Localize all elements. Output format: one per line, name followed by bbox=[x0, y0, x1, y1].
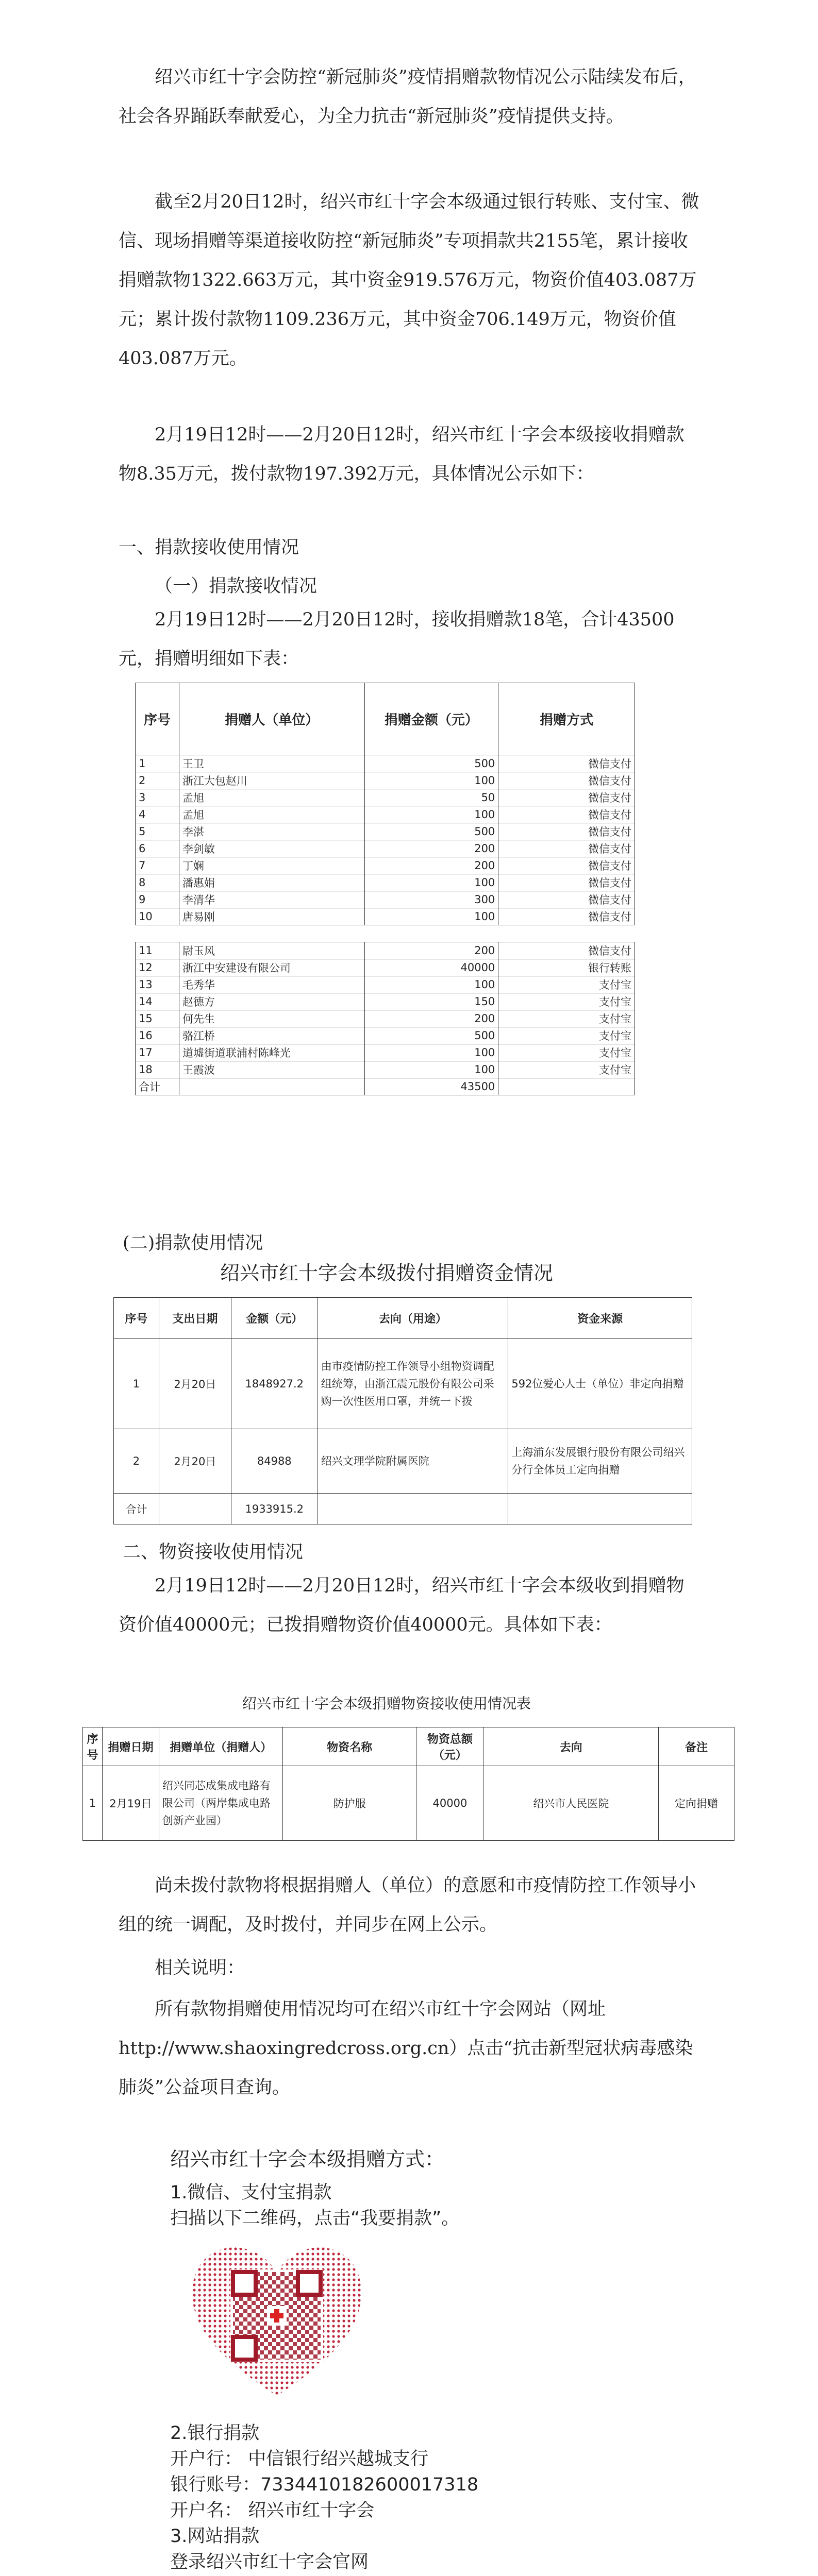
bank-branch: 开户行： 中信银行绍兴越城支行 bbox=[170, 2449, 429, 2469]
section-1-sub-heading: （一）捐款接收情况 bbox=[155, 576, 318, 597]
row-index: 17 bbox=[136, 1044, 179, 1061]
donation-row bbox=[136, 942, 635, 959]
donation-method: 微信支付 bbox=[498, 823, 635, 840]
donation-amount: 100 bbox=[364, 874, 498, 891]
donation-row bbox=[136, 1044, 635, 1061]
donation-method: 支付宝 bbox=[498, 1044, 635, 1061]
header-cell: 支出日期 bbox=[159, 1298, 231, 1339]
donor-name: 孟旭 bbox=[179, 806, 364, 823]
donor-name: 李清华 bbox=[179, 891, 364, 908]
section-1-heading: 一、捐款接收使用情况 bbox=[119, 537, 299, 558]
row-index: 12 bbox=[136, 959, 179, 976]
row-index: 2 bbox=[136, 772, 179, 789]
header-cell: 序号 bbox=[114, 1298, 159, 1339]
section-1-paragraph: 2月19日12时——2月20日12时，接收捐赠款18笔，合计43500元，捐赠明细如下表： bbox=[119, 609, 675, 669]
header-cell: 捐赠方式 bbox=[498, 683, 635, 755]
donor-name: 王卫 bbox=[179, 755, 364, 772]
donation-method: 支付宝 bbox=[498, 1027, 635, 1044]
section-2-paragraph: 2月19日12时——2月20日12时，绍兴市红十字会本级收到捐赠物资价值40000元；已拨捐赠物资价值40000元。具体如下表： bbox=[119, 1575, 685, 1635]
donation-method: 微信支付 bbox=[498, 840, 635, 857]
header-cell: 资金来源 bbox=[508, 1298, 692, 1339]
donor-name: 唐易刚 bbox=[179, 908, 364, 925]
donation-method: 支付宝 bbox=[498, 1061, 635, 1078]
donation-amount: 100 bbox=[364, 1044, 498, 1061]
donation-total-row bbox=[136, 1078, 635, 1095]
donation-amount: 100 bbox=[364, 806, 498, 823]
donation-row bbox=[136, 1061, 635, 1078]
heart-qr-icon bbox=[181, 2231, 372, 2401]
donate-method-1-desc: 扫描以下二维码，点击“我要捐款”。 bbox=[170, 2208, 460, 2229]
row-index: 9 bbox=[136, 891, 179, 908]
donor-name: 丁娴 bbox=[179, 857, 364, 874]
row-index: 8 bbox=[136, 874, 179, 891]
total-label: 合计 bbox=[136, 1078, 179, 1095]
header-cell: 序号 bbox=[136, 683, 179, 755]
donor-name: 骆江桥 bbox=[179, 1027, 364, 1044]
donation-row bbox=[136, 823, 635, 840]
header-cell: 物资名称 bbox=[282, 1727, 416, 1766]
header-cell: 序号 bbox=[83, 1727, 103, 1766]
donation-amount: 50 bbox=[364, 789, 498, 806]
donation-amount: 100 bbox=[364, 908, 498, 925]
donation-row bbox=[136, 874, 635, 891]
section-2-heading: 二、物资接收使用情况 bbox=[123, 1542, 304, 1563]
donor-name: 道墟街道联浦村陈峰光 bbox=[179, 1044, 364, 1061]
donor-name: 潘惠娟 bbox=[179, 874, 364, 891]
donation-row bbox=[136, 993, 635, 1010]
donor-name: 毛秀华 bbox=[179, 976, 364, 993]
donation-amount: 500 bbox=[364, 1027, 498, 1044]
donor-name: 李剑敏 bbox=[179, 840, 364, 857]
donation-table bbox=[135, 683, 635, 1095]
header-cell: 捐赠日期 bbox=[102, 1727, 159, 1766]
material-table-title: 绍兴市红十字会本级捐赠物资接收使用情况表 bbox=[242, 1695, 531, 1712]
donation-row bbox=[136, 976, 635, 993]
donation-method: 微信支付 bbox=[498, 755, 635, 772]
fund-table-header bbox=[114, 1298, 692, 1339]
donate-qr-code[interactable] bbox=[181, 2231, 372, 2401]
donor-name: 孟旭 bbox=[179, 789, 364, 806]
donor-name: 李湛 bbox=[179, 823, 364, 840]
donation-table-header bbox=[136, 683, 635, 755]
donation-row bbox=[136, 908, 635, 925]
donation-amount: 100 bbox=[364, 976, 498, 993]
donation-method: 微信支付 bbox=[498, 806, 635, 823]
donation-row bbox=[136, 857, 635, 874]
donation-method: 微信支付 bbox=[498, 772, 635, 789]
donation-method: 支付宝 bbox=[498, 1010, 635, 1027]
donor-name: 浙江大包赵川 bbox=[179, 772, 364, 789]
donation-row bbox=[136, 1010, 635, 1027]
donation-method: 微信支付 bbox=[498, 891, 635, 908]
donation-method: 微信支付 bbox=[498, 874, 635, 891]
donation-row bbox=[136, 840, 635, 857]
donor-name: 尉玉风 bbox=[179, 942, 364, 959]
donate-title: 绍兴市红十字会本级捐赠方式： bbox=[170, 2148, 445, 2171]
donation-amount: 40000 bbox=[364, 959, 498, 976]
row-index: 7 bbox=[136, 857, 179, 874]
row-index: 15 bbox=[136, 1010, 179, 1027]
donation-method: 微信支付 bbox=[498, 908, 635, 925]
fund-row: 2 2月20日 84988 绍兴文理学院附属医院 上海浦东发展银行股份有限公司绍兴分行全体员工定向捐赠 bbox=[114, 1429, 692, 1494]
donation-amount: 500 bbox=[364, 823, 498, 840]
header-cell: 去向（用途） bbox=[318, 1298, 508, 1339]
donation-amount: 200 bbox=[364, 1010, 498, 1027]
donate-method-3: 3.网站捐款 bbox=[170, 2526, 260, 2547]
row-index: 14 bbox=[136, 993, 179, 1010]
donation-method: 微信支付 bbox=[498, 789, 635, 806]
donation-row bbox=[136, 755, 635, 772]
donation-row bbox=[136, 959, 635, 976]
donation-amount: 300 bbox=[364, 891, 498, 908]
intro-paragraph-3: 2月19日12时——2月20日12时，绍兴市红十字会本级接收捐赠款物8.35万元，拨付款物197.392万元，具体情况公示如下： bbox=[119, 425, 685, 484]
row-index: 4 bbox=[136, 806, 179, 823]
donation-amount: 200 bbox=[364, 840, 498, 857]
closing-paragraph-1: 尚未拨付款物将根据捐赠人（单位）的意愿和市疫情防控工作领导小组的统一调配，及时拨付，并同步在网上公示。 bbox=[119, 1875, 696, 1935]
row-index: 16 bbox=[136, 1027, 179, 1044]
header-cell: 捐赠人（单位） bbox=[179, 683, 364, 755]
donation-amount: 200 bbox=[364, 857, 498, 874]
header-cell: 捐赠单位（捐赠人） bbox=[159, 1727, 282, 1766]
website-link[interactable] bbox=[119, 2573, 583, 2576]
fund-total-row: 合计 1933915.2 bbox=[114, 1494, 692, 1524]
material-row: 1 2月19日 绍兴同芯成集成电路有限公司（两岸集成电路创新产业园） 防护服 40000 绍兴市人民医院 定向捐赠 bbox=[83, 1766, 734, 1841]
donate-method-1: 1.微信、支付宝捐款 bbox=[170, 2182, 332, 2203]
row-index: 3 bbox=[136, 789, 179, 806]
donation-amount: 100 bbox=[364, 1061, 498, 1078]
donor-name: 赵德方 bbox=[179, 993, 364, 1010]
bank-account-name: 开户名： 绍兴市红十字会 bbox=[170, 2500, 375, 2521]
intro-paragraph-2: 截至2月20日12时，绍兴市红十字会本级通过银行转账、支付宝、微信、现场捐赠等渠道接收防控“新冠肺炎”专项捐款共2155笔，累计接收捐赠款物1322.663万元，其中资金919.576万元，物资价值403.087万元；累计拨付款物1109.236万元，其中资金706.149万元，物资价值403.087万元。 bbox=[119, 192, 699, 369]
intro-paragraph-1: 绍兴市红十字会防控“新冠肺炎”疫情捐赠款物情况公示陆续发布后，社会各界踊跃奉献爱心，为全力抗击“新冠肺炎”疫情提供支持。 bbox=[119, 67, 696, 127]
section-1b-sub-heading: (二)捐款使用情况 bbox=[123, 1233, 263, 1253]
donor-name: 浙江中安建设有限公司 bbox=[179, 959, 364, 976]
donation-method: 支付宝 bbox=[498, 976, 635, 993]
row-index: 18 bbox=[136, 1061, 179, 1078]
header-cell: 金额（元） bbox=[231, 1298, 318, 1339]
donation-amount: 200 bbox=[364, 942, 498, 959]
bank-account: 银行账号：7334410182600017318 bbox=[170, 2475, 479, 2495]
table-spacer-row bbox=[136, 925, 635, 942]
donation-method: 微信支付 bbox=[498, 857, 635, 874]
material-table-header bbox=[83, 1727, 734, 1766]
closing-paragraph-2: 相关说明： bbox=[155, 1958, 245, 1978]
donation-table-rows-a bbox=[136, 755, 635, 925]
header-cell: 备注 bbox=[659, 1727, 734, 1766]
row-index: 6 bbox=[136, 840, 179, 857]
closing-paragraph-3: 所有款物捐赠使用情况均可在绍兴市红十字会网站（网址http://www.shaoxingredcross.org.cn）点击“抗击新型冠状病毒感染肺炎”公益项目查询。 bbox=[119, 1999, 693, 2098]
header-cell: 物资总额（元） bbox=[416, 1727, 483, 1766]
donation-row bbox=[136, 772, 635, 789]
donate-method-2: 2.银行捐款 bbox=[170, 2423, 260, 2444]
row-index: 1 bbox=[136, 755, 179, 772]
donation-method: 银行转账 bbox=[498, 959, 635, 976]
row-index: 5 bbox=[136, 823, 179, 840]
fund-row: 1 2月20日 1848927.2 由市疫情防控工作领导小组物资调配组统筹，由浙江震元股份有限公司采购一次性医用口罩，并统一下拨 592位爱心人士（单位）非定向捐赠 bbox=[114, 1339, 692, 1429]
donation-row bbox=[136, 1027, 635, 1044]
row-index: 11 bbox=[136, 942, 179, 959]
total-value: 43500 bbox=[364, 1078, 498, 1095]
header-cell: 去向 bbox=[483, 1727, 659, 1766]
donation-amount: 150 bbox=[364, 993, 498, 1010]
donation-amount: 500 bbox=[364, 755, 498, 772]
donation-method: 支付宝 bbox=[498, 993, 635, 1010]
fund-table bbox=[113, 1297, 692, 1524]
donor-name: 王霞波 bbox=[179, 1061, 364, 1078]
website-line-1: 登录绍兴市红十字会官网 bbox=[170, 2552, 369, 2572]
row-index: 10 bbox=[136, 908, 179, 925]
donation-row bbox=[136, 789, 635, 806]
donation-table-rows-b bbox=[136, 942, 635, 1078]
donation-amount: 100 bbox=[364, 772, 498, 789]
donation-row bbox=[136, 891, 635, 908]
material-table bbox=[82, 1727, 734, 1841]
header-cell: 捐赠金额（元） bbox=[364, 683, 498, 755]
fund-table-title: 绍兴市红十字会本级拨付捐赠资金情况 bbox=[220, 1262, 553, 1284]
donation-row bbox=[136, 806, 635, 823]
donation-method: 微信支付 bbox=[498, 942, 635, 959]
row-index: 13 bbox=[136, 976, 179, 993]
donor-name: 何先生 bbox=[179, 1010, 364, 1027]
